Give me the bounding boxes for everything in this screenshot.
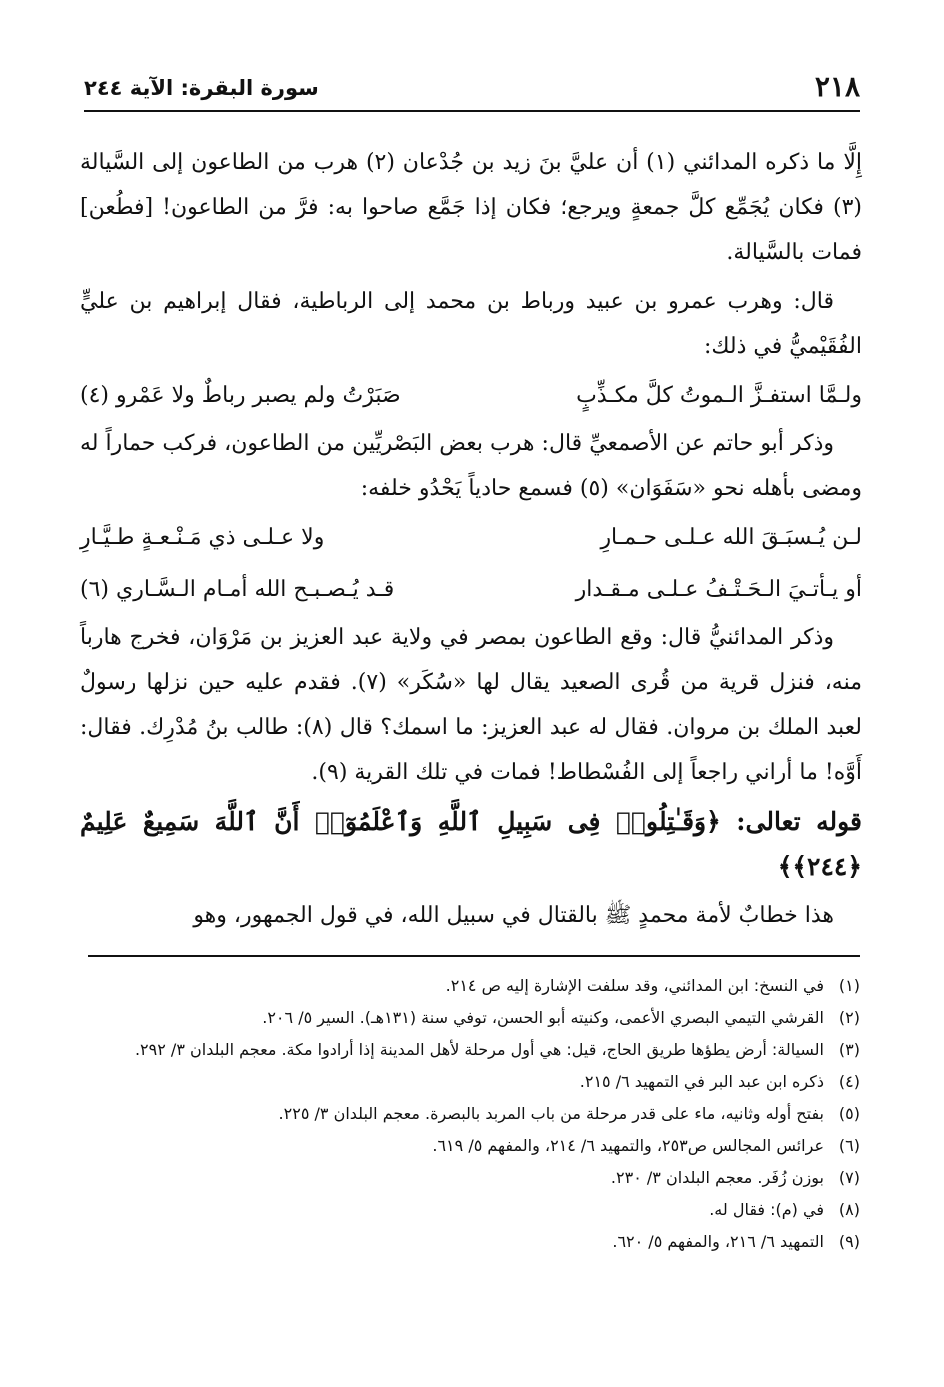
footnote [84, 1194, 860, 1226]
hemistich-second: ولا عـلـى ذي مَـنْـعـةٍ طـيَّـارِ [80, 524, 325, 550]
main-text [80, 140, 862, 938]
footnote [84, 1226, 860, 1258]
poetry-verse-1 [80, 369, 862, 421]
running-title: سورة البقرة: الآية ٢٤٤ [84, 76, 319, 100]
footnote-number: (٧) [838, 1168, 860, 1187]
poetry-verse-3 [80, 563, 862, 615]
paragraph-5: هذا خطابٌ لأمة محمدٍ ﷺ بالقتال في سبيل الله، في قول الجمهور، وهو [193, 903, 834, 928]
hemistich-first: لـن يُـسبَـقَ الله عـلـى حـمـارِ [600, 524, 862, 550]
footnote [84, 970, 860, 1002]
footnote-text: في (م): فقال له. [709, 1200, 824, 1219]
footnote-text: ذكره ابن عبد البر في التمهيد ٦/ ٢١٥. [579, 1072, 824, 1091]
paragraph-2: قال: وهرب عمرو بن عبيد ورباط بن محمد إلى الرباطية، فقال إبراهيم بن عليٍّ الفُقَيْميُّ في ذلك: [80, 289, 862, 359]
footnotes [84, 970, 860, 1258]
footnote-text: بفتح أوله وثانيه، ماء على قدر مرحلة من باب المربد بالبصرة. معجم البلدان ٣/ ٢٢٥. [278, 1104, 824, 1123]
footnote [84, 1066, 860, 1098]
footnote [84, 1098, 860, 1130]
page-header [84, 66, 860, 112]
footnote-number: (٢) [838, 1008, 860, 1027]
paragraph-4: وذكر المدائنيُّ قال: وقع الطاعون بمصر في ولاية عبد العزيز بن مَرْوَان، فخرج هارباً منه، فنزل قرية من قُرى الصعيد يقال لها «سُكَر» (٧). فقدم عليه حين نزلها رسولٌ لعبد الملك بن مروان. فقال له عبد العزيز: ما اسمك؟ قال (٨): طالب بنُ مُدْرِك. فقال: أَوَّه! ما أراني راجعاً إلى الفُسْطاط! فمات في تلك القرية (٩). [80, 625, 863, 785]
footnote [84, 1162, 860, 1194]
footnote [84, 1002, 860, 1034]
footnote-number: (١) [838, 976, 860, 995]
footnote-text: في النسخ: ابن المدائني، وقد سلفت الإشارة إليه ص ٢١٤. [445, 976, 824, 995]
page-number: ٢١٨ [814, 70, 860, 103]
poetry-verse-2 [80, 511, 862, 563]
footnote-divider [88, 955, 860, 957]
quran-verse-heading: قوله تعالى: ﴿وَقَـٰتِلُوا۟ فِى سَبِيلِ ٱللَّهِ وَٱعْلَمُوٓا۟ أَنَّ ٱللَّهَ سَمِيعٌ عَلِيمٌ ﴿٢٤٤﴾﴾ [80, 807, 862, 881]
hemistich-second: قـد يُـصـبـح الله أمـام الـسَّـاري (٦) [80, 576, 395, 602]
footnote-number: (٣) [838, 1040, 860, 1059]
footnote-text: عرائس المجالس ص٢٥٣، والتمهيد ٦/ ٢١٤، والمفهم ٥/ ٦١٩. [432, 1136, 824, 1155]
footnote [84, 1130, 860, 1162]
paragraph-1: إِلَّا ما ذكره المدائني (١) أن عليَّ بنَ زيد بن جُدْعان (٢) هرب من الطاعون إلى السَّيالة (٣) فكان يُجَمِّع كلَّ جمعةٍ ويرجع؛ فكان إذا جَمَّع صاحوا به: فرَّ من الطاعون! [فطُعن] فمات بالسَّيالة. [80, 150, 862, 265]
footnote-number: (٩) [838, 1232, 860, 1251]
footnote-text: القرشي التيمي البصري الأعمى، وكنيته أبو الحسن، توفي سنة (١٣١هـ). السير ٥/ ٢٠٦. [262, 1008, 824, 1027]
hemistich-first: ولـمَّا استفـزَّ الـموتُ كلَّ مكـذِّبٍ [576, 382, 862, 408]
footnote-number: (٦) [838, 1136, 860, 1155]
paragraph-3: وذكر أبو حاتم عن الأصمعيِّ قال: هرب بعض البَصْريِّين من الطاعون، فركب حماراً له ومضى بأهله نحو «سَفَوَان» (٥) فسمع حادياً يَحْدُو خلفه: [80, 431, 862, 501]
footnote-number: (٤) [838, 1072, 860, 1091]
footnote-text: بوزن زُفَر. معجم البلدان ٣/ ٢٣٠. [610, 1168, 824, 1187]
footnote-text: السيالة: أرض يطؤها طريق الحاج، قيل: هي أول مرحلة لأهل المدينة إذا أرادوا مكة. معجم البلدان ٣/ ٢٩٢. [134, 1040, 824, 1059]
footnote-number: (٨) [838, 1200, 860, 1219]
footnote [84, 1034, 860, 1066]
footnote-text: التمهيد ٦/ ٢١٦، والمفهم ٥/ ٦٢٠. [612, 1232, 824, 1251]
hemistich-first: أو يـأتـيَ الـحَـتْـفُ عـلـى مـقـدار [575, 576, 862, 602]
footnote-number: (٥) [838, 1104, 860, 1123]
hemistich-second: صَبَرْتُ ولم يصبر رباطٌ ولا عَمْرو (٤) [80, 382, 401, 408]
